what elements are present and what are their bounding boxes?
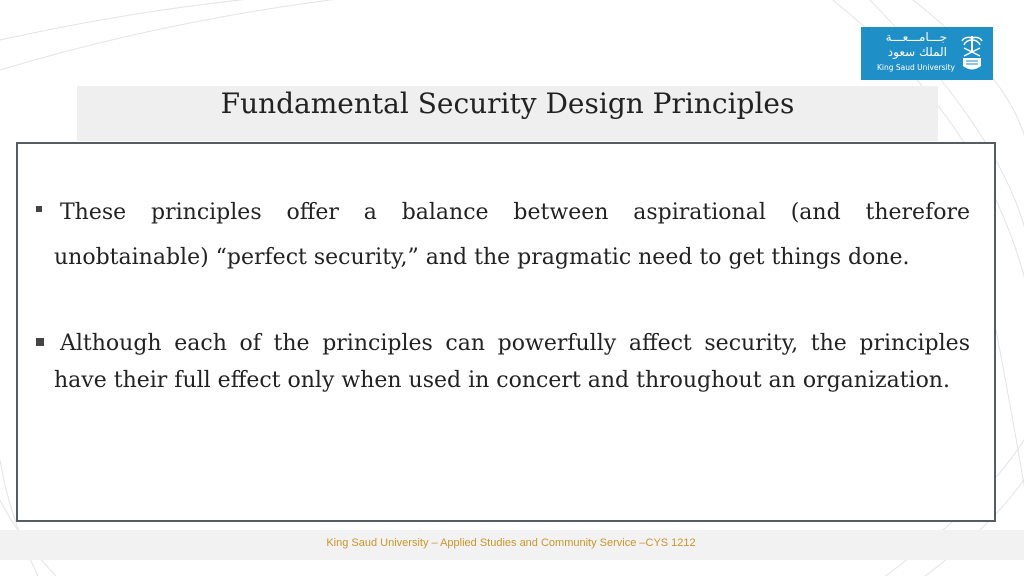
title-band (77, 86, 938, 141)
palm-swords-emblem-icon (959, 32, 985, 74)
bullet-marker (36, 206, 42, 212)
page-title: Fundamental Security Design Principles (220, 87, 795, 120)
bullet-1-text: These principles offer a balance between aspirational (and therefore unobtainable) “perfect security,” and the pragmatic need to get things done. (54, 200, 970, 270)
bullet-2 (54, 325, 970, 399)
university-logo (861, 27, 993, 80)
logo-arabic-line1: جـــامـــعـــة (885, 30, 947, 44)
footer (0, 537, 1024, 549)
logo-english-name: King Saud University (877, 63, 955, 72)
bullet-1 (54, 190, 970, 280)
content-box (16, 142, 996, 522)
bullet-marker (36, 338, 44, 346)
logo-arabic-line2: الملك سعود (887, 45, 947, 59)
footer-text: King Saud University – Applied Studies and Community Service –CYS 1212 (326, 537, 696, 549)
bullet-2-text: Although each of the principles can powerfully affect security, the principles have their full effect only when used in concert and throughout an organization. (54, 331, 970, 393)
